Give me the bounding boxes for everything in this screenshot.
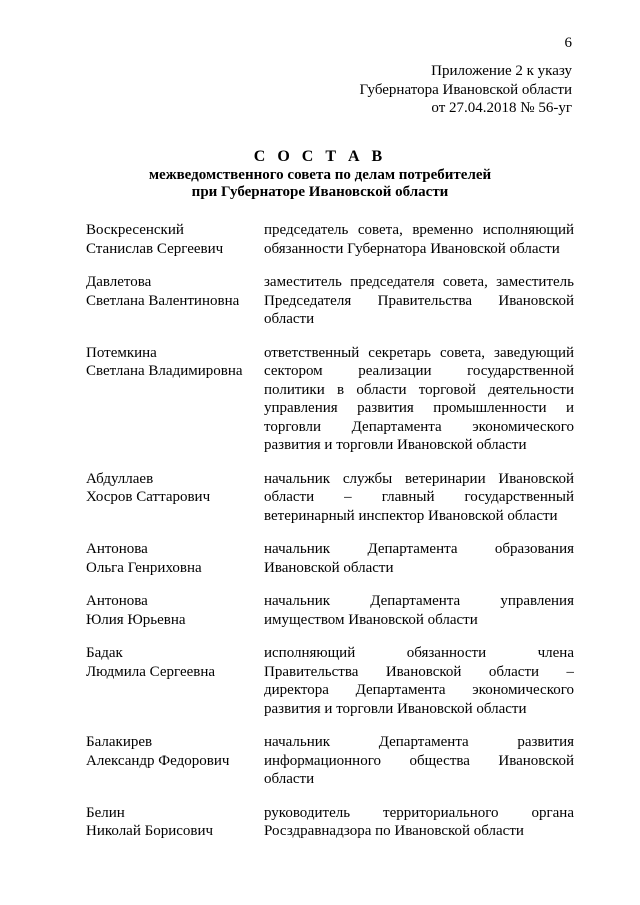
member-position-line: Председателя Правительства Ивановской: [264, 292, 574, 309]
member-surname: Белин: [86, 804, 125, 821]
member-row: [86, 733, 574, 789]
member-name: [86, 273, 264, 329]
page-number: 6: [564, 35, 572, 51]
member-position-line: Росздравнадзора по Ивановской области: [264, 823, 524, 839]
member-position-line: области: [264, 771, 315, 787]
appendix-line-3: от 27.04.2018 № 56-уг: [431, 100, 572, 116]
member-row: [86, 221, 574, 258]
member-row: [86, 344, 574, 455]
member-row: [86, 273, 574, 329]
member-position: [264, 540, 574, 577]
member-position: [264, 344, 574, 455]
member-name: [86, 733, 264, 789]
member-surname: Антонова: [86, 593, 148, 609]
member-position-line: начальник Департамента развития: [264, 734, 574, 750]
member-given-name: Хосров Саттарович: [86, 489, 211, 505]
member-position: [264, 733, 574, 789]
member-surname: Абдуллаев: [86, 470, 154, 487]
member-position-line: торговли Департамента экономического: [264, 418, 574, 435]
appendix-header: [359, 62, 572, 118]
member-given-name: Ольга Генриховна: [86, 559, 202, 576]
member-position-line: имуществом Ивановской области: [264, 611, 478, 628]
member-surname: Балакирев: [86, 734, 153, 750]
member-position-line: заместитель председателя совета, заместитель: [264, 274, 574, 290]
member-position-line: директора Департамента экономического: [264, 682, 574, 698]
member-position-line: руководитель территориального органа: [264, 804, 574, 821]
member-position: [264, 804, 574, 841]
member-row: [86, 470, 574, 526]
member-name: [86, 644, 264, 718]
member-position: [264, 644, 574, 718]
member-position-line: области: [264, 311, 315, 327]
member-position-line: Ивановской области: [264, 559, 394, 576]
member-surname: Антонова: [86, 541, 148, 557]
member-position-line: начальник Департамента управления: [264, 593, 574, 609]
member-position: [264, 273, 574, 329]
member-position-line: политики в области торговой деятельности: [264, 381, 574, 398]
member-position-line: развития и торговли Ивановской области: [264, 700, 527, 717]
appendix-line-2: Губернатора Ивановской области: [359, 81, 572, 98]
member-given-name: Светлана Валентиновна: [86, 292, 240, 309]
member-name: [86, 221, 264, 258]
member-position: [264, 470, 574, 526]
member-surname: Потемкина: [86, 344, 157, 361]
title-line-1: межведомственного совета по делам потребителей: [148, 166, 492, 183]
member-name: [86, 804, 264, 841]
document-title: [0, 148, 640, 202]
member-position-line: председатель совета, временно исполняющий: [264, 222, 574, 238]
title-main: С О С Т А В: [253, 148, 387, 165]
member-given-name: Николай Борисович: [86, 823, 214, 839]
member-position-line: информационного общества Ивановской: [264, 752, 574, 769]
member-row: [86, 804, 574, 841]
member-position-line: области – главный государственный: [264, 489, 574, 505]
member-position: [264, 221, 574, 258]
member-given-name: Юлия Юрьевна: [86, 611, 186, 628]
member-name: [86, 540, 264, 577]
member-given-name: Станислав Сергеевич: [86, 240, 224, 257]
member-surname: Давлетова: [86, 274, 152, 290]
member-position: [264, 592, 574, 629]
member-name: [86, 470, 264, 526]
member-name: [86, 592, 264, 629]
appendix-line-1: Приложение 2 к указу: [431, 63, 572, 79]
member-given-name: Светлана Владимировна: [86, 363, 243, 379]
member-list: [86, 221, 574, 856]
member-position-line: обязанности Губернатора Ивановской области: [264, 240, 560, 257]
member-position-line: исполняющий обязанности члена: [264, 645, 574, 661]
title-line-2: при Губернаторе Ивановской области: [191, 184, 449, 200]
member-surname: Воскресенский: [86, 222, 184, 238]
member-position-line: управления развития промышленности и: [264, 400, 574, 416]
member-given-name: Людмила Сергеевна: [86, 663, 216, 680]
member-position-line: ветеринарный инспектор Ивановской области: [264, 507, 558, 524]
member-position-line: развития и торговли Ивановской области: [264, 437, 527, 453]
member-row: [86, 592, 574, 629]
member-position-line: ответственный секретарь совета, заведующий: [264, 344, 574, 361]
member-row: [86, 644, 574, 718]
member-position-line: начальник службы ветеринарии Ивановской: [264, 470, 574, 487]
member-position-line: начальник Департамента образования: [264, 541, 574, 557]
member-given-name: Александр Федорович: [86, 752, 230, 769]
member-position-line: сектором реализации государственной: [264, 363, 574, 379]
member-row: [86, 540, 574, 577]
member-name: [86, 344, 264, 455]
member-surname: Бадак: [86, 645, 123, 661]
member-position-line: Правительства Ивановской области –: [264, 663, 574, 680]
